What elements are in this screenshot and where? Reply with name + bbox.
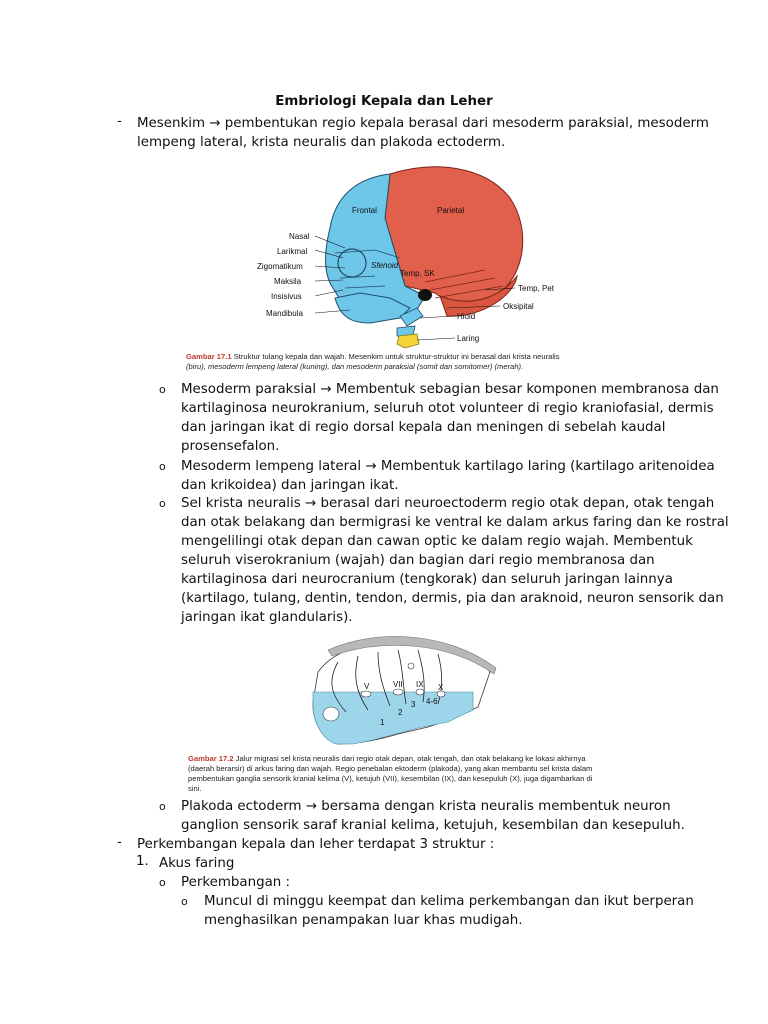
label-laring: Laring bbox=[457, 334, 480, 343]
embryo-figure bbox=[298, 632, 498, 750]
sub1-line1: Mesoderm paraksial → Membentuk sebagian besar komponen membranosa dan bbox=[181, 382, 719, 397]
sub3-line5: kartilaginosa dari neurocranium (tengkorak) dan seluruh jaringan lainnya bbox=[181, 572, 673, 587]
fig2-caption-line4: sini. bbox=[188, 784, 202, 793]
sub3-line4: seluruh viserokranium (wajah) dan bagian dari regio membranosa dan bbox=[181, 553, 655, 568]
label-arch-3: 3 bbox=[411, 700, 416, 709]
bullet1-line1: Mesenkim → pembentukan regio kepala berasal dari mesoderm paraksial, mesoderm bbox=[137, 116, 709, 131]
label-frontal: Frontal bbox=[352, 206, 377, 215]
arrow-icon: → bbox=[320, 382, 332, 397]
sub3-line7: jaringan ikat glandularis). bbox=[181, 610, 353, 625]
label-hioid: Hioid bbox=[457, 312, 476, 321]
list-number: 1. bbox=[136, 854, 149, 869]
sub1-line4: prosensefalon. bbox=[181, 439, 280, 454]
arrow-icon: → bbox=[305, 799, 318, 814]
item1-text: Akus faring bbox=[159, 856, 235, 871]
sub1-line3: dan jaringan ikat di regio dorsal kepala dan meningen di sebelah kaudal bbox=[181, 420, 666, 435]
label-maksila: Maksila bbox=[274, 277, 302, 286]
item1-subsub-line1: Muncul di minggu keempat dan kelima perkembangan dan ikut berperan bbox=[204, 894, 694, 909]
label-vii: VII bbox=[393, 680, 403, 689]
bullet2-text: Perkembangan kepala dan leher terdapat 3 struktur : bbox=[137, 837, 495, 852]
arrow-icon: → bbox=[365, 459, 377, 474]
sub1-line2: kartilaginosa neurokranium, seluruh otot volunteer di regio kraniofasial, dermis bbox=[181, 401, 714, 416]
circle-bullet: o bbox=[159, 497, 166, 510]
larynx-cartilage bbox=[397, 334, 419, 348]
circle-bullet: o bbox=[159, 460, 166, 473]
item1-sub-text: Perkembangan : bbox=[181, 875, 291, 890]
label-larikmal: Larikmal bbox=[277, 247, 308, 256]
label-oksipital: Oksipital bbox=[503, 302, 534, 311]
sub4-line2: ganglion sensorik saraf kranial kelima, ketujuh, kesembilan dan kesepuluh. bbox=[181, 818, 685, 833]
sub3-line2: dan otak belakang dan bermigrasi ke ventral ke dalam arkus faring dan ke rostral bbox=[181, 515, 729, 530]
fig2-caption-line1: Gambar 17.2 Jalur migrasi sel krista neuralis dari regio otak depan, otak tengah, dan otak belakang ke lokasi akhirnya bbox=[188, 754, 586, 763]
fig1-caption-line2: (biru), mesoderm lempeng lateral (kuning), dan mesoderm paraksial (somit dan somitomer) (merah). bbox=[186, 362, 524, 371]
label-temp-pet: Temp, Pet bbox=[518, 284, 555, 293]
item1-subsub-line2: menghasilkan penampakan luar khas mudigah. bbox=[204, 913, 523, 928]
label-mandibula: Mandibula bbox=[266, 309, 303, 318]
sub3-line3: mengelilingi otak depan dan cawan optic ke dalam regio wajah. Membentuk bbox=[181, 534, 693, 549]
label-arch-4-6: 4-6 bbox=[426, 697, 438, 706]
fig2-caption-line2: (daerah berarsir) di arkus faring dan wajah. Regio penebalan ektoderm (plakoda), yang akan membantu sel krista dalam bbox=[188, 764, 593, 773]
circle-bullet: o bbox=[159, 383, 166, 396]
skull-figure bbox=[185, 158, 665, 350]
page-title: Embriologi Kepala dan Leher bbox=[275, 94, 493, 109]
label-ix: IX bbox=[416, 680, 424, 689]
label-parietal: Parietal bbox=[437, 206, 465, 215]
bullet1-line2: lempeng lateral, krista neuralis dan plakoda ectoderm. bbox=[137, 135, 506, 150]
circle-bullet: o bbox=[159, 876, 166, 889]
label-temp-sk: Temp, SK bbox=[400, 269, 435, 278]
circle-bullet: o bbox=[181, 895, 188, 908]
label-v: V bbox=[364, 682, 370, 691]
label-insisivus: Insisivus bbox=[271, 292, 302, 301]
arrow-icon: → bbox=[209, 116, 221, 131]
fig2-caption-line3: pembentukan ganglia sensorik kranial kelima (V), ketujuh (VII), kesembilan (IX), dan kesepuluh (X), juga digambarkan di bbox=[188, 774, 593, 783]
label-nasal: Nasal bbox=[289, 232, 310, 241]
sub4-line1: Plakoda ectoderm → bersama dengan krista neuralis membentuk neuron bbox=[181, 799, 671, 814]
parietal-bone bbox=[385, 167, 523, 304]
label-sfenoid: Sfenoid bbox=[371, 261, 399, 270]
arrow-icon: → bbox=[304, 496, 317, 511]
label-arch-2: 2 bbox=[398, 708, 403, 717]
sub3-line1: Sel krista neuralis → berasal dari neuroectoderm regio otak depan, otak tengah bbox=[181, 496, 715, 511]
label-zigomatikum: Zigomatikum bbox=[257, 262, 303, 271]
label-arch-1: 1 bbox=[380, 718, 385, 727]
circle-bullet: o bbox=[159, 800, 166, 813]
dash-bullet: - bbox=[117, 114, 122, 129]
sub2-line2: dan krikoidea) dan jaringan ikat. bbox=[181, 478, 399, 493]
sub2-line1: Mesoderm lempeng lateral → Membentuk kartilago laring (kartilago aritenoidea bbox=[181, 459, 715, 474]
sub3-line6: (kartilago, tulang, dentin, tendon, dermis, pia dan araknoid, neuron sensorik dan bbox=[181, 591, 724, 606]
label-x: X bbox=[438, 683, 444, 692]
fig1-caption-line1: Gambar 17.1 Struktur tulang kepala dan wajah. Mesenkim untuk struktur-struktur ini berasal dari krista neuralis bbox=[186, 352, 560, 361]
dash-bullet: - bbox=[117, 835, 122, 850]
